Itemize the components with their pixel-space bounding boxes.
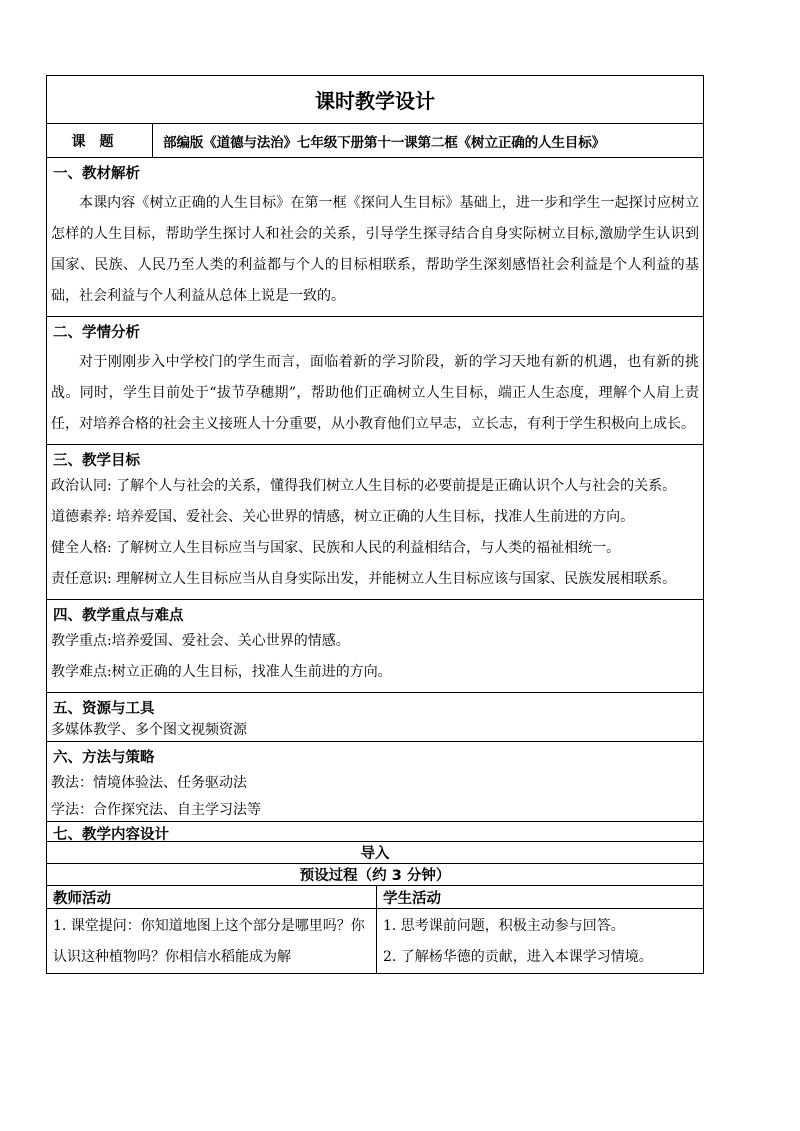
section-key-points [47,600,704,693]
teacher-activity-text: 1. 课堂提问：你知道地图上这个部分是哪里吗？你认识这种植物吗？你相信水稻能成为解 [53,918,365,965]
goal-item: 政治认同: 了解个人与社会的关系，懂得我们树立人生目标的必要前提是正确认识个人与社会的关系。 [51,478,677,494]
page-title: 课时教学设计 [47,76,704,124]
key-point-item: 教学难点:树立正确的人生目标，找准人生前进的方向。 [51,664,392,680]
section-paragraph: 本课内容《树立正确的人生目标》在第一框《探问人生目标》基础上，进一步和学生一起探讨应树立怎样的人生目标，帮助学生探讨人和社会的关系，引导学生探寻结合自身实际树立目标,激励学生认识到国家、民族、人民乃至人类的利益都与个人的目标相联系，帮助学生深刻感悟社会利益是个人利益的基础，社会利益与个人利益从总体上说是一致的。 [51,195,700,304]
section-heading: 二、学情分析 [53,325,140,341]
section-heading: 四、教学重点与难点 [53,608,184,624]
method-item: 教法：情境体验法、任务驱动法 [51,775,247,791]
student-activity-item: 2. 了解杨华德的贡献，进入本课学习情境。 [383,949,653,965]
intro-heading: 导入 [47,842,704,864]
section-heading: 三、教学目标 [53,453,140,469]
goal-item: 健全人格: 了解树立人生目标应当与国家、民族和人民的利益相结合，与人类的福祉相统一。 [51,540,621,556]
goal-item: 道德素养: 培养爱国、爱社会、关心世界的情感，树立正确的人生目标，找准人生前进的方向。 [51,509,635,525]
section-heading: 一、教材解析 [53,166,140,182]
process-heading: 预设过程（约 3 分钟） [47,864,704,886]
section-student-analysis [47,317,704,445]
section-textbook-analysis [47,158,704,317]
topic-label: 课题 [47,124,153,158]
resources-text: 多媒体教学、多个图文视频资源 [51,722,247,738]
topic-value: 部编版《道德与法治》七年级下册第十一课第二框《树立正确的人生目标》 [153,124,704,158]
section-resources [47,693,704,742]
section-heading: 六、方法与策略 [53,750,155,766]
section-heading: 五、资源与工具 [53,701,155,717]
teacher-activity-cell [47,909,377,974]
section-paragraph: 对于刚刚步入中学校门的学生而言，面临着新的学习阶段，新的学习天地有新的机遇，也有新的挑战。同时，学生目前处于“拔节孕穗期”，帮助他们正确树立人生目标，端正人生态度，理解个人肩上责任，对培养合格的社会主义接班人十分重要，从小教育他们立早志，立长志，有利于学生积极向上成长。 [51,354,700,432]
section-1-row [47,158,704,317]
section-content-design [47,822,704,842]
lesson-design-table [46,75,704,974]
method-item: 学法：合作探究法、自主学习法等 [51,802,261,818]
student-activity-header: 学生活动 [377,886,704,909]
student-activity-cell [377,909,704,974]
section-teaching-goals [47,445,704,600]
section-heading: 七、教学内容设计 [53,827,169,843]
teacher-activity-header: 教师活动 [47,886,377,909]
lesson-design-document [46,75,703,974]
section-methods [47,742,704,822]
key-point-item: 教学重点:培养爱国、爱社会、关心世界的情感。 [51,633,350,649]
student-activity-item: 1. 思考课前问题，积极主动参与回答。 [383,918,625,934]
goal-item: 责任意识: 理解树立人生目标应当从自身实际出发，并能树立人生目标应该与国家、民族发展相联系。 [51,571,677,587]
